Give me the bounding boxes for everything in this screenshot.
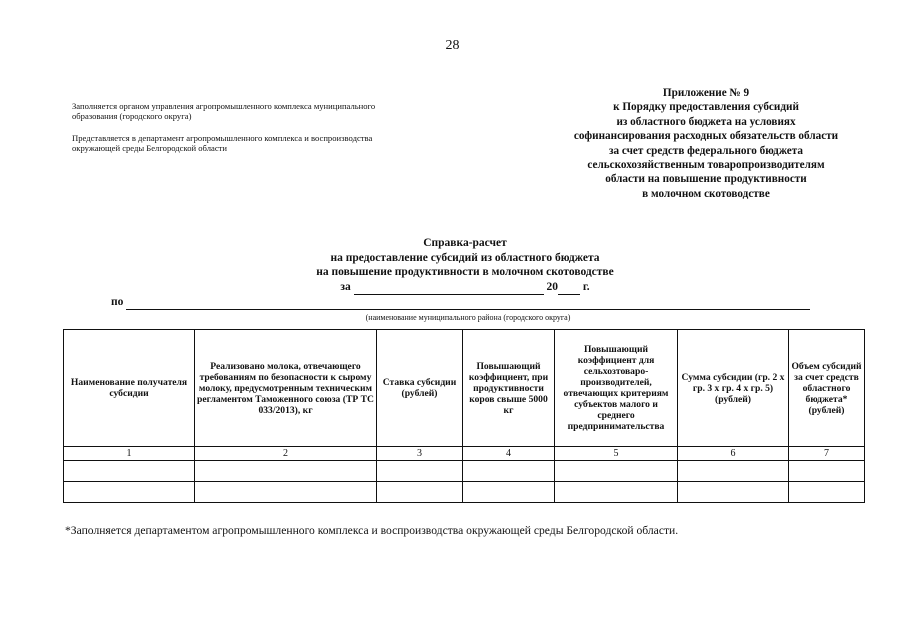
header-milk-sold: Реализовано молока, отвечающего требованиям по безопасности к сырому молоку, предусмотренным техническим регламентом Таможенного союза (ТР ТС 033/2013), кг [195, 330, 377, 447]
header-subsidy-rate: Ставка субсидии (рублей) [377, 330, 463, 447]
header-regional-budget-volume: Объем субсидий за счет средств областного бюджета* (рублей) [789, 330, 865, 447]
header-productivity-coefficient: Повышающий коэффициент, при продуктивности коров свыше 5000 кг [463, 330, 555, 447]
table-row [64, 461, 865, 482]
table-cell[interactable] [377, 461, 463, 482]
table-cell[interactable] [463, 482, 555, 503]
district-label: по [111, 296, 124, 308]
year-blank-field[interactable] [558, 280, 580, 296]
table-cell[interactable] [789, 482, 865, 503]
period-blank-field[interactable] [354, 280, 544, 296]
column-number-row [64, 447, 865, 461]
district-blank-field[interactable] [126, 309, 810, 310]
table-cell[interactable] [555, 482, 678, 503]
appendix-line: сельскохозяйственным товаропроизводителям [587, 159, 825, 172]
table-cell[interactable] [789, 461, 865, 482]
column-number: 4 [463, 447, 555, 461]
table-row [64, 482, 865, 503]
calculation-table [63, 329, 865, 503]
submit-note: Представляется в департамент агропромышленного комплекса и воспроизводства окружающей среды Белгородской области [72, 133, 373, 153]
document-title [200, 236, 730, 295]
appendix-line: из областного бюджета на условиях [616, 115, 796, 128]
header-subsidy-sum: Сумма субсидии (гр. 2 х гр. 3 х гр. 4 х гр. 5) (рублей) [678, 330, 789, 447]
column-number: 2 [195, 447, 377, 461]
table-cell[interactable] [678, 461, 789, 482]
appendix-line: к Порядку предоставления субсидий [613, 101, 799, 114]
column-number: 7 [789, 447, 865, 461]
table-cell[interactable] [463, 461, 555, 482]
column-number: 1 [64, 447, 195, 461]
table-cell[interactable] [195, 482, 377, 503]
table-header-row [64, 330, 865, 447]
column-number: 5 [555, 447, 678, 461]
period-line [200, 280, 730, 296]
left-notes [72, 101, 402, 165]
table-cell[interactable] [64, 461, 195, 482]
footnote: *Заполняется департаментом агропромышленного комплекса и воспроизводства окружающей среды Белгородской области. [65, 524, 679, 537]
table-cell[interactable] [377, 482, 463, 503]
header-recipient-name: Наименование получателя субсидии [64, 330, 195, 447]
appendix-line: за счет средств федерального бюджета [609, 144, 803, 157]
period-label: за [340, 280, 351, 293]
column-number: 6 [678, 447, 789, 461]
table-cell[interactable] [64, 482, 195, 503]
appendix-line: области на повышение продуктивности [605, 173, 807, 186]
header-sme-coefficient: Повышающий коэффициент для сельхозтоваро-производителей, отвечающих критериям субъектов малого и среднего предпринимательства [555, 330, 678, 447]
table-cell[interactable] [195, 461, 377, 482]
district-hint: (наименование муниципального района (городского округа) [365, 313, 571, 322]
title-line: на повышение продуктивности в молочном скотоводстве [316, 266, 614, 278]
appendix-line: софинансирования расходных обязательств области [573, 130, 839, 143]
appendix-line: Приложение № 9 [662, 87, 750, 99]
table-cell[interactable] [555, 461, 678, 482]
year-suffix: г. [582, 280, 590, 293]
page-number: 28 [445, 38, 460, 53]
column-number: 3 [377, 447, 463, 461]
table-cell[interactable] [678, 482, 789, 503]
title-line: Справка-расчет [423, 237, 507, 249]
year-prefix: 20 [546, 280, 558, 293]
appendix-line: в молочном скотоводстве [642, 187, 770, 200]
appendix-heading [548, 86, 864, 201]
fill-note: Заполняется органом управления агропромышленного комплекса муниципального образования (городского округа) [72, 101, 376, 121]
title-line: на предоставление субсидий из областного бюджета [330, 251, 600, 264]
